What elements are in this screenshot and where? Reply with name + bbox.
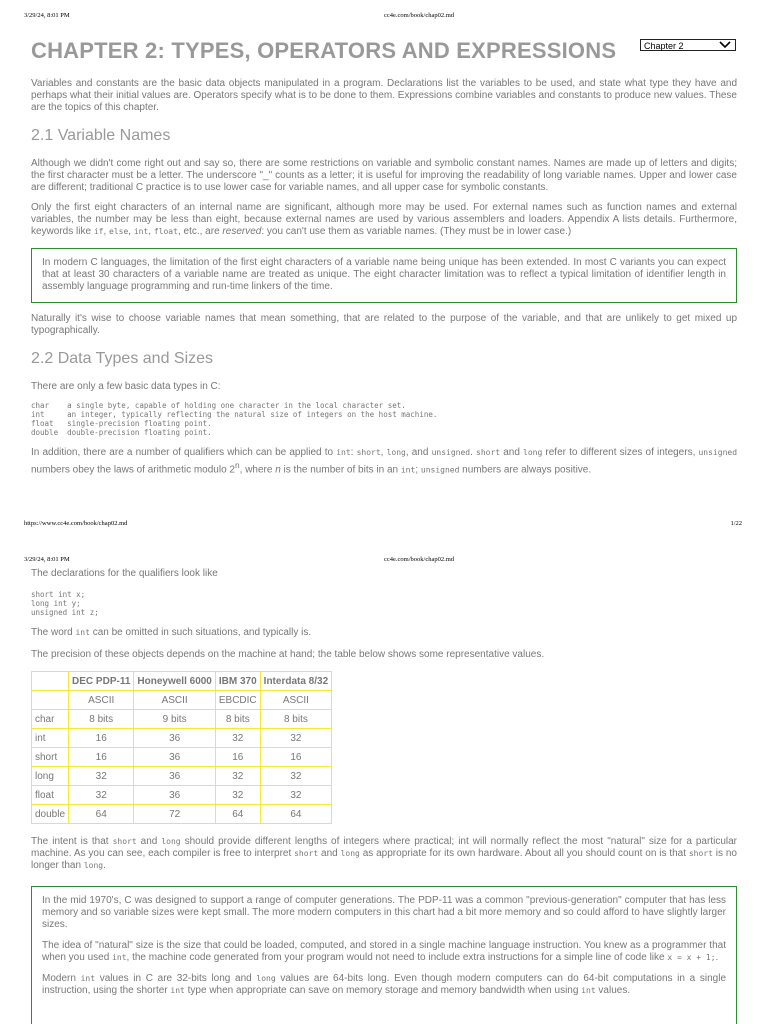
print-header-site: cc4e.com/book/chap02.md (384, 12, 455, 19)
table-cell: 8 bits (215, 710, 260, 729)
table-header-row (32, 672, 332, 691)
table-row (32, 748, 332, 767)
paragraph: The declarations for the qualifiers look like (31, 568, 218, 579)
table-cell: 8 bits (69, 710, 134, 729)
table-cell: 32 (215, 786, 260, 805)
table-header-cell: Honeywell 6000 (134, 672, 215, 691)
table-row (32, 710, 332, 729)
paragraph: In addition, there are a number of qualifiers which can be applied to int: short, long, and unsigned. short and long refer to different sizes of integers, unsigned numbers obey the laws of arithmetic modulo 2$^n$, where n is the number of bits in an int; unsigned numbers are always positive. (31, 447, 738, 476)
intro-paragraph: Variables and constants are the basic data objects manipulated in a program. Declarations list the variables to be used, and state what type they have and perhaps what their initial values are. Operators specify what is to be done to them. Expressions combine variables and constants to produce new values. These are the topics of this chapter. (31, 78, 737, 113)
table-cell: 32 (215, 729, 260, 748)
note-text: In the mid 1970's, C was designed to support a range of computer generations. The PDP-11 was a common "previous-generation" computer that has less memory and so variable sizes were kept small. The more modern computers in this chart had a bit more memory and so could afford to have slightly larger sizes. (42, 895, 726, 930)
table-cell: 64 (69, 805, 134, 824)
table-cell: 64 (215, 805, 260, 824)
table-row (32, 786, 332, 805)
paragraph: There are only a few basic data types in C: (31, 381, 221, 392)
table-cell: 32 (69, 767, 134, 786)
table-cell: ASCII (260, 691, 331, 710)
table-cell: 32 (215, 767, 260, 786)
chapter-select-value: Chapter 2 (644, 41, 684, 51)
print-footer-url: https://www.cc4e.com/book/chap02.md (24, 520, 128, 527)
table-cell: char (32, 710, 69, 729)
note-text: In modern C languages, the limitation of the first eight characters of a variable name being unique has been extended. In most C variants you can expect that at least 30 characters of a variable name are treated as unique. The eight character limitation was to reflect a typical limitation of identifier length in assembly language programming and run-time linkers of the time. (42, 257, 726, 292)
table-cell: 36 (134, 786, 215, 805)
table-cell: long (32, 767, 69, 786)
table-cell: int (32, 729, 69, 748)
print-header-datetime: 3/29/24, 8:01 PM (24, 556, 70, 563)
code-block-declarations: short int x; long int y; unsigned int z; (31, 590, 99, 617)
table-cell: 32 (260, 786, 331, 805)
page-title: CHAPTER 2: TYPES, OPERATORS AND EXPRESSIONS (31, 38, 617, 63)
note-text: Modern int values in C are 32-bits long and long values are 64-bits long. Even though modern computers can do 64-bit computations in a single instruction, using the shorter int type when appropriate can save on memory storage and memory bandwidth when using int values. (42, 973, 727, 996)
table-cell: float (32, 786, 69, 805)
note-box (31, 886, 737, 1024)
paragraph: The intent is that short and long should provide different lengths of integers where practical; int will normally reflect the most "natural" size for a particular machine. As you can see, each compiler is free to interpret short and long as appropriate for its own hardware. About all you should count on is that short is no longer than long. (31, 836, 737, 871)
print-header-datetime: 3/29/24, 8:01 PM (24, 12, 70, 19)
paragraph: The precision of these objects depends on the machine at hand; the table below shows some representative values. (31, 649, 545, 660)
table-cell: EBCDIC (215, 691, 260, 710)
table-cell: 8 bits (260, 710, 331, 729)
section-heading-2-1: 2.1 Variable Names (31, 127, 171, 144)
table-cell: 9 bits (134, 710, 215, 729)
code-block-types: char a single byte, capable of holding one character in the local character set. int an integer, typically reflecting the natural size of integers on the host machine. float single-precision floating point. double double-precision floating point. (31, 401, 438, 437)
paragraph: Naturally it's wise to choose variable names that mean something, that are related to the purpose of the variable, and that are unlikely to get mixed up typographically. (31, 313, 737, 336)
section-heading-2-2: 2.2 Data Types and Sizes (31, 350, 214, 367)
table-header-cell (32, 672, 69, 691)
print-page-2 (0, 550, 768, 1024)
page-separator (0, 532, 768, 550)
table-cell: 36 (134, 729, 215, 748)
table-cell: 32 (260, 767, 331, 786)
table-cell: 64 (260, 805, 331, 824)
table-header-cell: IBM 370 (215, 672, 260, 691)
table-cell: 36 (134, 767, 215, 786)
page-content-2 (31, 568, 737, 1024)
table-header-cell: DEC PDP-11 (69, 672, 134, 691)
table-cell (32, 691, 69, 710)
table-cell: 32 (69, 786, 134, 805)
table-row (32, 729, 332, 748)
table-cell: 16 (260, 748, 331, 767)
table-header-cell: Interdata 8/32 (260, 672, 331, 691)
table-cell: 16 (69, 748, 134, 767)
print-header-site: cc4e.com/book/chap02.md (384, 556, 455, 563)
table-row (32, 805, 332, 824)
table-cell: 36 (134, 748, 215, 767)
data-sizes-table (31, 671, 332, 824)
paragraph: Only the first eight characters of an internal name are significant, although more may be used. For external names such as function names and external variables, the number may be less than eight, because external names are used by various assemblers and loaders. Appendix A lists details. Furthermore, keywords like if, else, int, float, etc., are reserved: you can't use them as variable names. (They must be in lower case.) (31, 202, 737, 237)
print-footer-page: 1/22 (730, 520, 742, 527)
table-row (32, 767, 332, 786)
paragraph: Although we didn't come right out and say so, there are some restrictions on variable and symbolic constant names. Names are made up of letters and digits; the first character must be a letter. The underscore "_" counts as a letter; it is useful for improving the readability of long variable names. Upper and lower case are different; traditional C practice is to use lower case for variable names, and all upper case for symbolic constants. (31, 158, 737, 193)
table-cell: 16 (69, 729, 134, 748)
paragraph: The word int can be omitted in such situations, and typically is. (31, 627, 312, 638)
table-cell: ASCII (134, 691, 215, 710)
table-cell: ASCII (69, 691, 134, 710)
table-cell: short (32, 748, 69, 767)
table-cell: 16 (215, 748, 260, 767)
note-text: The idea of "natural" size is the size that could be loaded, computed, and stored in a single machine language instruction. You knew as a programmer that when you used int, the machine code generated from your program would not need to include extra instructions for a simple line of code like x = x + 1;. (42, 940, 726, 963)
table-cell: double (32, 805, 69, 824)
table-cell: 32 (260, 729, 331, 748)
table-row (32, 691, 332, 710)
note-box (31, 248, 737, 303)
page-content-1 (31, 38, 737, 484)
table-cell: 72 (134, 805, 215, 824)
